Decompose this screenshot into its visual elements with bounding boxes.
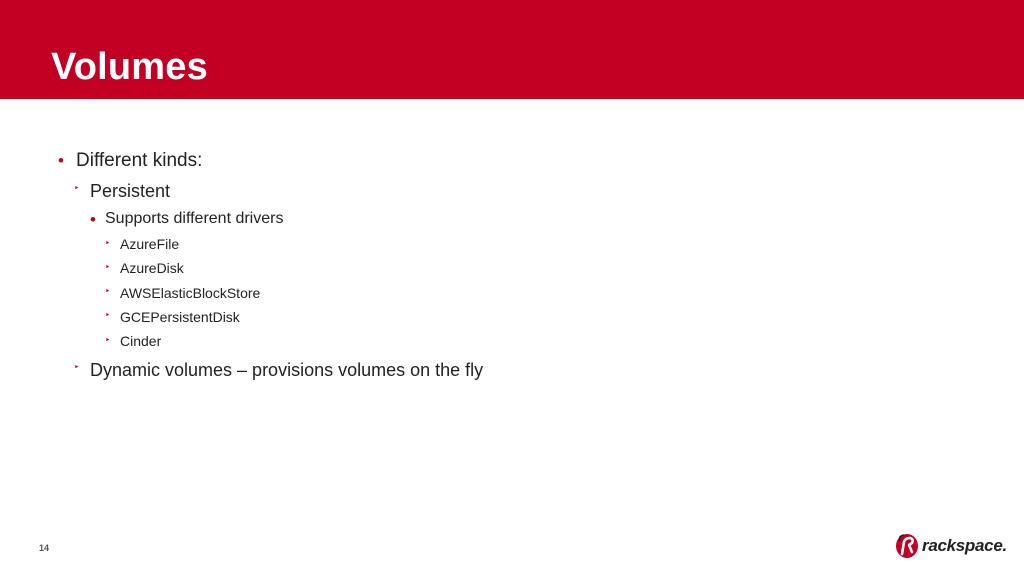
page-number: 14 bbox=[39, 543, 50, 553]
bullet-triangle-icon: ‣ bbox=[105, 238, 111, 248]
bullet-triangle-icon: ‣ bbox=[74, 183, 80, 193]
rackspace-logo-text: rackspace. bbox=[922, 536, 1007, 555]
bullet-triangle-icon: ‣ bbox=[105, 335, 111, 345]
driver-item: AzureDisk bbox=[120, 260, 184, 276]
driver-item: AWSElasticBlockStore bbox=[120, 285, 261, 301]
bullet-triangle-icon: ‣ bbox=[105, 262, 111, 272]
bullet-dot-icon: • bbox=[90, 210, 96, 229]
driver-item: Cinder bbox=[120, 333, 162, 349]
bullet-persistent: Persistent bbox=[90, 181, 171, 201]
rackspace-logo-icon bbox=[895, 533, 919, 559]
bullet-different-kinds: Different kinds: bbox=[76, 150, 203, 171]
driver-item: GCEPersistentDisk bbox=[120, 309, 240, 325]
rackspace-logo bbox=[895, 532, 1007, 560]
bullet-dynamic-volumes: Dynamic volumes – provisions volumes on the fly bbox=[90, 360, 484, 380]
driver-item: AzureFile bbox=[120, 236, 180, 252]
bullet-triangle-icon: ‣ bbox=[105, 286, 111, 296]
bullet-supports-drivers: Supports different drivers bbox=[105, 210, 284, 227]
bullet-dot-icon: • bbox=[58, 151, 64, 170]
bullet-triangle-icon: ‣ bbox=[105, 310, 111, 320]
slide-title: Volumes bbox=[51, 46, 208, 88]
bullet-triangle-icon: ‣ bbox=[74, 362, 80, 372]
